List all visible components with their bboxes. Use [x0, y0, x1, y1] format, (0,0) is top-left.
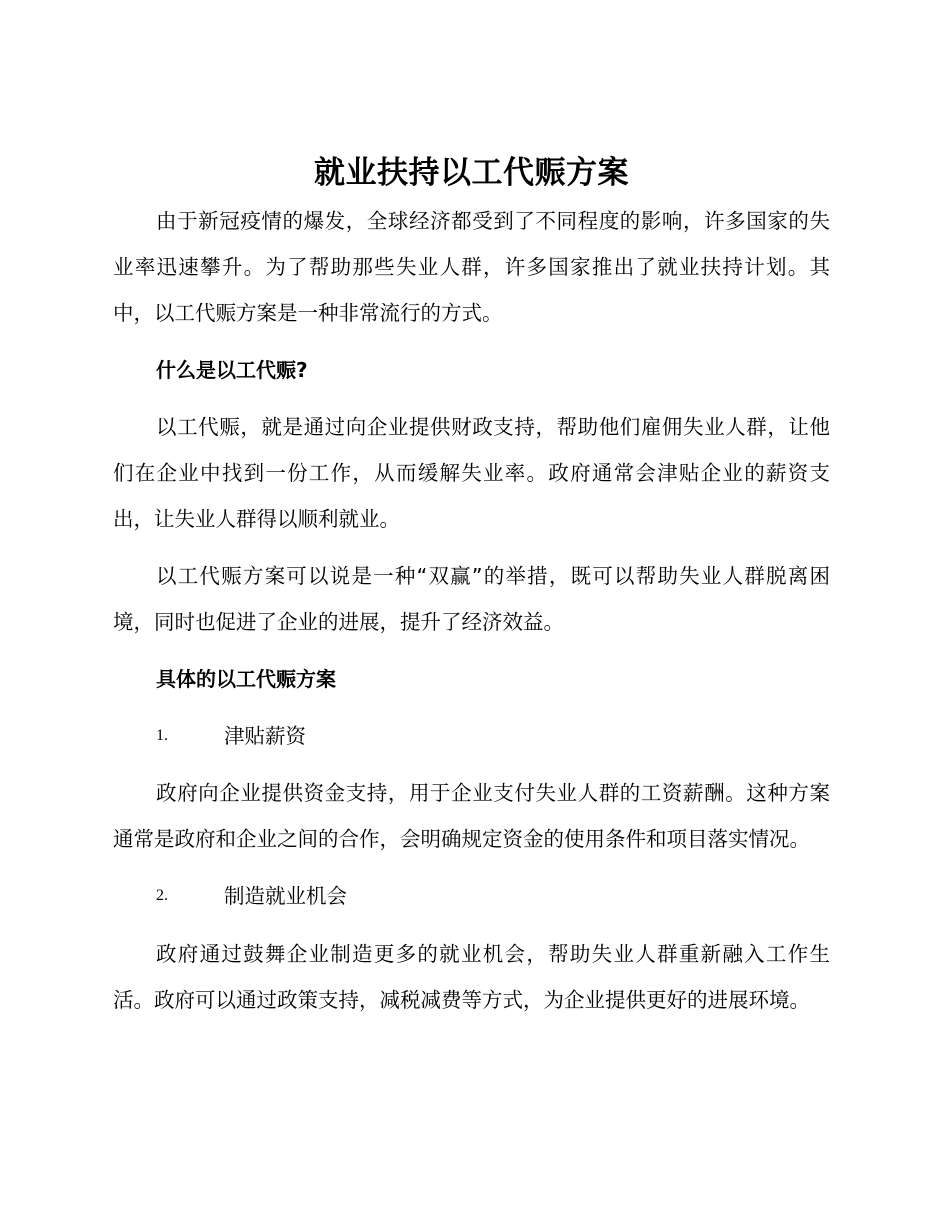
section-heading-specific-plans: 具体的以工代赈方案: [156, 667, 336, 691]
spacer: [113, 862, 830, 873]
spacer: [113, 393, 830, 404]
list-item-label: 制造就业机会: [224, 884, 347, 908]
definition-paragraph: 以工代赈，就是通过向企业提供财政支持，帮助他们雇佣失业人群，让他们在企业中找到一份工作，从而缓解失业率。政府通常会津贴企业的薪资支出，让失业人群得以顺利就业。: [113, 415, 830, 531]
list-item-label: 津贴薪资: [224, 724, 306, 748]
spacer: [113, 919, 830, 931]
spacer: [113, 336, 830, 347]
spacer: [113, 759, 830, 770]
list-item-number: 1.: [156, 727, 168, 744]
spacer: [113, 702, 830, 713]
spacer: [113, 542, 830, 553]
document-title: 就业扶持以工代赈方案: [314, 155, 629, 191]
create-jobs-paragraph: 政府通过鼓舞企业制造更多的就业机会，帮助失业人群重新融入工作生活。政府可以通过政策支持，减税减费等方式，为企业提供更好的进展环境。: [113, 942, 830, 1012]
spacer: [113, 645, 830, 656]
win-win-paragraph: 以工代赈方案可以说是一种“双赢”的举措，既可以帮助失业人群脱离困境，同时也促进了企业的进展，提升了经济效益。: [113, 564, 830, 634]
intro-paragraph: 由于新冠疫情的爆发，全球经济都受到了不同程度的影响，许多国家的失业率迅速攀升。为了帮助那些失业人群，许多国家推出了就业扶持计划。其中，以工代赈方案是一种非常流行的方式。: [113, 209, 830, 325]
wage-subsidy-paragraph: 政府向企业提供资金支持，用于企业支付失业人群的工资薪酬。这种方案通常是政府和企业之间的合作，会明确规定资金的使用条件和项目落实情况。: [113, 781, 830, 851]
list-item-create-jobs: [113, 873, 830, 919]
document-body: [113, 148, 830, 1023]
list-item-number: 2.: [156, 887, 168, 904]
section-heading-what-is: 什么是以工代赈?: [156, 358, 308, 382]
list-item-wage-subsidy: [113, 713, 830, 759]
